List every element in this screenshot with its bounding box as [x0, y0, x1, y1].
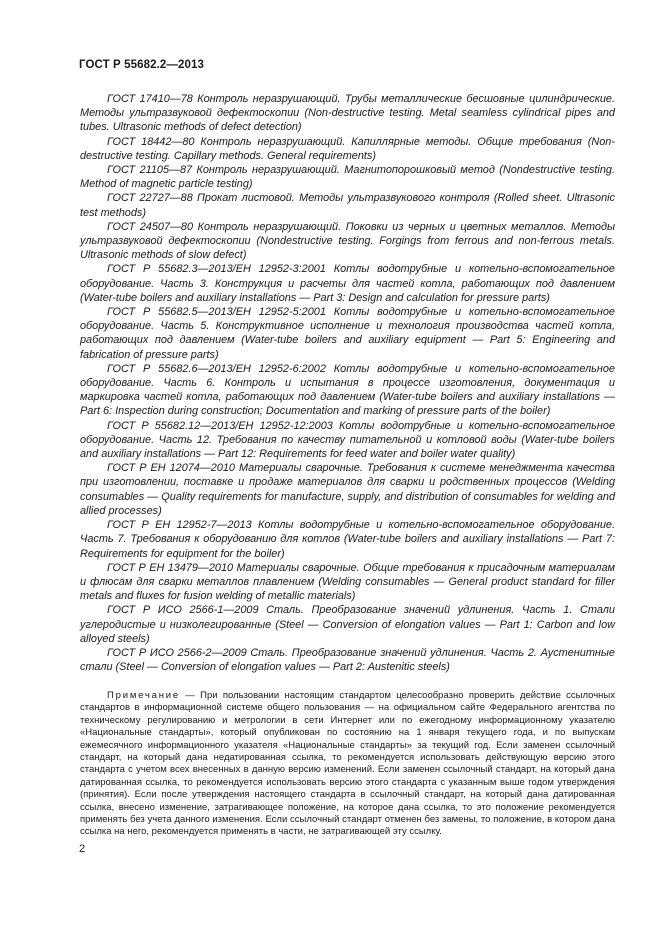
reference-item: ГОСТ 21105—87 Контроль неразрушающий. Магнитопорошковый метод (Nondestructive testing. Method of magnetic particle testing) [80, 164, 615, 191]
reference-item: ГОСТ 18442—80 Контроль неразрушающий. Капиллярные методы. Общие требования (Non-destructive testing. Capillary methods. General requirements) [80, 135, 615, 162]
note-block [80, 690, 615, 839]
normative-references-list [80, 92, 615, 674]
reference-item: ГОСТ Р ЕН 13479—2010 Материалы сварочные. Общие требования к присадочным материалам и флюсам для сварки металлов плавлением (Welding consumables — General product standard for filler metals and fluxes for fusion welding of metallic materials) [80, 561, 615, 603]
reference-item: ГОСТ 17410—78 Контроль неразрушающий. Трубы металлические бесшовные цилиндрические. Методы ультразвуковой дефектоскопии (Non-destructive testing. Metal seamless cylindrical pipes and tubes. Ultrasonic methods of defect detection) [80, 93, 615, 134]
note-paragraph [80, 690, 615, 839]
page-header-standard-id: ГОСТ Р 55682.2—2013 [79, 59, 204, 71]
note-text: — При пользовании настоящим стандартом целесообразно проверить действие ссылочных стандартов в информационной системе общего пользования — на официальном сайте Федерального агентства по техническому регулированию и метрологии в сети Интернет или по ежегодному информационному указателю «Национальные стандарты», который опубликован по состоянию на 1 января текущего года, и по выпускам ежемесячного информационного указателя «Национальные стандарты» за текущий год. Если заменен ссылочный стандарт, на который дана недатированная ссылка, то рекомендуется использовать действующую версию этого стандарта с учетом всех внесенных в данную версию изменений. Если заменен ссылочный стандарт, на который дана датированная ссылка, то рекомендуется использовать версию этого стандарта с указанным выше годом утверждения (принятия). Если после утверждения настоящего стандарта в ссылочный стандарт, на который дана датированная ссылка, внесено изменение, затрагивающее положение, на которое дана ссылка, то это положение рекомендуется применять без учета данного изменения. Если ссылочный стандарт отменен без замены, то положение, в котором дана ссылка на него, рекомендуется применять в части, не затрагивающей эту ссылку. [80, 690, 615, 838]
note-label: Примечание [107, 690, 180, 701]
reference-item: ГОСТ Р ИСО 2566-1—2009 Сталь. Преобразование значений удлинения. Часть 1. Стали углеродистые и низколегированные (Steel — Conversion of elongation values — Part 1: Carbon and low alloyed steels) [80, 604, 615, 645]
reference-item: ГОСТ 22727—88 Прокат листовой. Методы ультразвукового контроля (Rolled sheet. Ultrasonic test methods) [80, 192, 615, 219]
page-number: 2 [79, 843, 86, 855]
reference-item: ГОСТ 24507—80 Контроль неразрушающий. Поковки из черных и цветных металлов. Методы ультразвуковой дефектоскопии (Nondestructive testing. Forgings from ferrous and non-ferrous metals. Ultrasonic methods of slow defect) [80, 220, 615, 262]
reference-item: ГОСТ Р 55682.12—2013/ЕН 12952-12:2003 Котлы водотрубные и котельно-вспомогательное оборудование. Часть 12. Требования по качеству питательной и котловой воды (Water-tube boilers and auxiliary installations — Part 12: Requirements for feed water and boiler water quality) [80, 419, 615, 461]
reference-item: ГОСТ Р 55682.5—2013/ЕН 12952-5:2001 Котлы водотрубные и котельно-вспомогательное оборудование. Часть 5. Конструктивное исполнение и технология производства частей котла, работающих под давлением (Water-tube boilers and auxiliary equipment — Part 5: Engineering and fabrication of pressure parts) [80, 306, 615, 361]
reference-item: ГОСТ Р ЕН 12952-7—2013 Котлы водотрубные и котельно-вспомогательное оборудование. Часть 7. Требования к оборудованию для котлов (Water-tube boilers and auxiliary installations — Part 7: Requirements for equipment for the boiler) [80, 519, 615, 560]
reference-item: ГОСТ Р ИСО 2566-2—2009 Сталь. Преобразование значений удлинения. Часть 2. Аустенитные стали (Steel — Conversion of elongation values — Part 2: Austenitic steels) [80, 646, 615, 674]
reference-item: ГОСТ Р 55682.3—2013/ЕН 12952-3:2001 Котлы водотрубные и котельно-вспомогательное оборудование. Часть 3. Конструкция и расчеты для частей котла, работающих под давлением (Water-tube boilers and auxiliary installations — Part 3: Design and calculation for pressure parts) [80, 263, 615, 304]
reference-item: ГОСТ Р 55682.6—2013/ЕН 12952-6:2002 Котлы водотрубные и котельно-вспомогательное оборудование. Часть 6. Контроль и испытания в процессе изготовления, документация и маркировка частей котла, работающих под давлением (Water-tube boilers and auxiliary installations — Part 6: Inspection during construction; Documentation and marking of pressure parts of the boiler) [80, 362, 615, 418]
reference-item: ГОСТ Р ЕН 12074—2010 Материалы сварочные. Требования к системе менеджмента качества при изготовлении, поставке и продаже материалов для сварки и родственных процессов (Welding consumables — Quality requirements for manufacture, supply, and distribution of consumables for welding and allied processes) [80, 462, 615, 517]
